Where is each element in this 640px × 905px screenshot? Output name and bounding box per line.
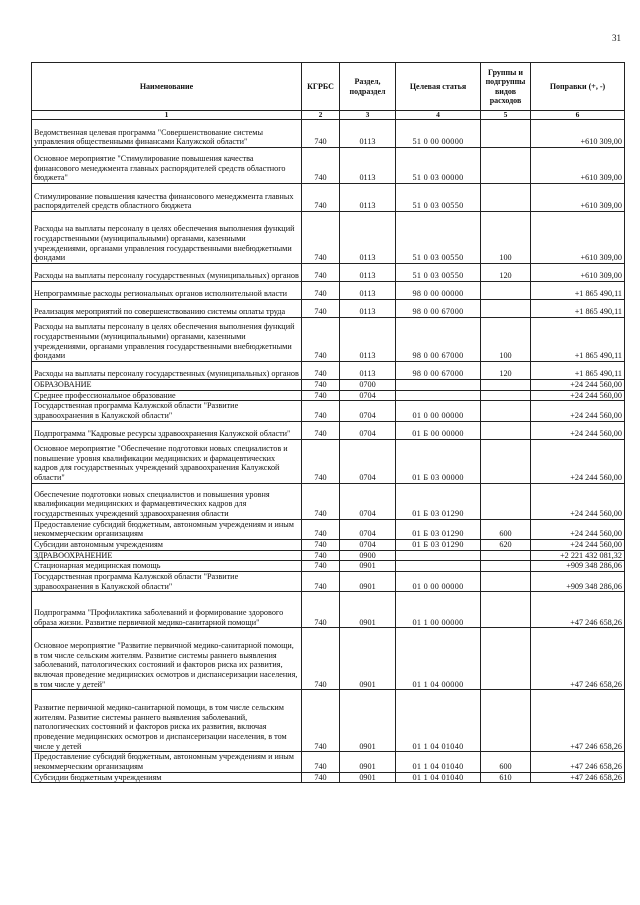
row-kgrbs: 740 <box>302 592 340 628</box>
row-section: 0901 <box>340 690 396 752</box>
row-target-article: 01 1 00 00000 <box>396 592 481 628</box>
table-row <box>32 318 625 362</box>
row-amendment: +909 348 286,06 <box>531 572 625 592</box>
table-row <box>32 483 625 519</box>
row-amendment: +24 244 560,00 <box>531 401 625 421</box>
row-expense-group <box>481 439 531 483</box>
row-section: 0113 <box>340 362 396 380</box>
row-name: Ведомственная целевая программа "Совершенствование системы управления общественными финансами Калужской области" <box>32 120 302 148</box>
row-amendment: +1 865 490,11 <box>531 362 625 380</box>
header-kgrbs: КГРБС <box>302 63 340 111</box>
row-target-article: 51 0 03 00550 <box>396 184 481 212</box>
row-target-article <box>396 561 481 572</box>
table-row <box>32 752 625 772</box>
row-kgrbs: 740 <box>302 184 340 212</box>
row-name: Стимулирование повышения качества финансового менеджмента главных распорядителей средств областного бюджета <box>32 184 302 212</box>
row-target-article: 01 1 04 01040 <box>396 690 481 752</box>
row-kgrbs: 740 <box>302 362 340 380</box>
row-amendment: +1 865 490,11 <box>531 318 625 362</box>
table-row <box>32 592 625 628</box>
row-amendment: +610 309,00 <box>531 148 625 184</box>
table-row <box>32 772 625 783</box>
row-target-article: 01 0 00 00000 <box>396 401 481 421</box>
row-kgrbs: 740 <box>302 300 340 318</box>
row-kgrbs: 740 <box>302 148 340 184</box>
row-amendment: +1 865 490,11 <box>531 282 625 300</box>
row-expense-group <box>481 690 531 752</box>
row-expense-group <box>481 148 531 184</box>
row-expense-group <box>481 561 531 572</box>
row-section: 0113 <box>340 300 396 318</box>
row-amendment: +610 309,00 <box>531 184 625 212</box>
row-kgrbs: 740 <box>302 519 340 539</box>
row-kgrbs: 740 <box>302 380 340 391</box>
row-target-article: 98 0 00 67000 <box>396 318 481 362</box>
row-section: 0704 <box>340 540 396 551</box>
row-expense-group <box>481 184 531 212</box>
row-section: 0704 <box>340 401 396 421</box>
table-row <box>32 148 625 184</box>
row-kgrbs: 740 <box>302 628 340 690</box>
row-target-article: 01 0 00 00000 <box>396 572 481 592</box>
row-expense-group: 100 <box>481 212 531 264</box>
row-expense-group <box>481 401 531 421</box>
row-expense-group: 610 <box>481 772 531 783</box>
row-expense-group <box>481 282 531 300</box>
row-section: 0113 <box>340 318 396 362</box>
row-expense-group <box>481 483 531 519</box>
row-section: 0113 <box>340 148 396 184</box>
row-amendment: +24 244 560,00 <box>531 390 625 401</box>
row-amendment: +610 309,00 <box>531 264 625 282</box>
table-row <box>32 380 625 391</box>
row-amendment: +24 244 560,00 <box>531 439 625 483</box>
table-row <box>32 561 625 572</box>
row-name: Государственная программа Калужской области "Развитие здравоохранения в Калужской области" <box>32 401 302 421</box>
header-expense-group: Группы и подгруппы видов расходов <box>481 63 531 111</box>
row-kgrbs: 740 <box>302 390 340 401</box>
row-section: 0704 <box>340 421 396 439</box>
row-expense-group: 120 <box>481 264 531 282</box>
row-target-article: 01 Б 03 01290 <box>396 540 481 551</box>
row-expense-group <box>481 592 531 628</box>
table-header-row <box>32 63 625 111</box>
row-section: 0113 <box>340 120 396 148</box>
table-row <box>32 421 625 439</box>
row-target-article: 98 0 00 67000 <box>396 362 481 380</box>
row-name: Подпрограмма "Кадровые ресурсы здравоохранения Калужской области" <box>32 421 302 439</box>
row-section: 0901 <box>340 752 396 772</box>
column-number: 3 <box>340 111 396 120</box>
row-name: Расходы на выплаты персоналу в целях обеспечения выполнения функций государственными (муниципальными) органами, казенными учреждениями, органами управления государственными внебюджетными фондами <box>32 212 302 264</box>
table-row <box>32 120 625 148</box>
row-section: 0704 <box>340 390 396 401</box>
table-row <box>32 282 625 300</box>
row-name: Реализация мероприятий по совершенствованию системы оплаты труда <box>32 300 302 318</box>
row-name: Основное мероприятие "Стимулирование повышения качества финансового менеджмента главных распорядителей средств областного бюджета" <box>32 148 302 184</box>
row-name: Расходы на выплаты персоналу государственных (муниципальных) органов <box>32 264 302 282</box>
row-name: Стационарная медицинская помощь <box>32 561 302 572</box>
row-kgrbs: 740 <box>302 212 340 264</box>
row-target-article <box>396 380 481 391</box>
row-amendment: +24 244 560,00 <box>531 421 625 439</box>
row-expense-group <box>481 550 531 561</box>
row-target-article: 98 0 00 67000 <box>396 300 481 318</box>
header-name: Наименование <box>32 63 302 111</box>
table-row <box>32 184 625 212</box>
table-row <box>32 300 625 318</box>
row-kgrbs: 740 <box>302 550 340 561</box>
row-kgrbs: 740 <box>302 483 340 519</box>
row-name: Развитие первичной медико-санитарной помощи, в том числе сельским жителям. Развитие системы раннего выявления заболеваний, патологических состояний и факторов риска их развития, включая проведение медицинских осмотров и диспансеризации населения, в том числе у детей <box>32 690 302 752</box>
row-amendment: +24 244 560,00 <box>531 380 625 391</box>
row-kgrbs: 740 <box>302 282 340 300</box>
row-target-article <box>396 550 481 561</box>
row-kgrbs: 740 <box>302 439 340 483</box>
row-name: Субсидии бюджетным учреждениям <box>32 772 302 783</box>
row-kgrbs: 740 <box>302 772 340 783</box>
row-expense-group <box>481 390 531 401</box>
row-kgrbs: 740 <box>302 421 340 439</box>
row-name: Расходы на выплаты персоналу государственных (муниципальных) органов <box>32 362 302 380</box>
row-expense-group: 620 <box>481 540 531 551</box>
row-expense-group <box>481 120 531 148</box>
row-kgrbs: 740 <box>302 752 340 772</box>
table-row <box>32 690 625 752</box>
row-name: Предоставление субсидий бюджетным, автономным учреждениям и иным некоммерческим организациям <box>32 519 302 539</box>
row-target-article: 98 0 00 00000 <box>396 282 481 300</box>
row-kgrbs: 740 <box>302 318 340 362</box>
row-name: Государственная программа Калужской области "Развитие здравоохранения в Калужской области" <box>32 572 302 592</box>
row-name: Основное мероприятие "Обеспечение подготовки новых специалистов и повышение уровня квалификации медицинских и фармацевтических кадров для государственных учреждений здравоохранения Калужской области" <box>32 439 302 483</box>
row-amendment: +24 244 560,00 <box>531 519 625 539</box>
row-target-article: 51 0 03 00550 <box>396 212 481 264</box>
row-amendment: +909 348 286,06 <box>531 561 625 572</box>
row-name: Непрограммные расходы региональных органов исполнительной власти <box>32 282 302 300</box>
column-number: 4 <box>396 111 481 120</box>
table-row <box>32 572 625 592</box>
row-amendment: +47 246 658,26 <box>531 752 625 772</box>
row-name: ОБРАЗОВАНИЕ <box>32 380 302 391</box>
row-target-article: 01 Б 03 01290 <box>396 519 481 539</box>
header-amendment: Поправки (+, -) <box>531 63 625 111</box>
row-amendment: +47 246 658,26 <box>531 628 625 690</box>
row-kgrbs: 740 <box>302 540 340 551</box>
header-section: Раздел, подраздел <box>340 63 396 111</box>
row-target-article: 01 Б 00 00000 <box>396 421 481 439</box>
row-target-article: 01 1 04 01040 <box>396 752 481 772</box>
row-amendment: +47 246 658,26 <box>531 772 625 783</box>
column-number: 5 <box>481 111 531 120</box>
row-target-article: 01 1 04 01040 <box>396 772 481 783</box>
row-kgrbs: 740 <box>302 690 340 752</box>
row-target-article: 01 Б 03 01290 <box>396 483 481 519</box>
row-expense-group: 600 <box>481 519 531 539</box>
row-amendment: +47 246 658,26 <box>531 690 625 752</box>
table-row <box>32 212 625 264</box>
row-amendment: +2 221 432 081,32 <box>531 550 625 561</box>
column-number: 1 <box>32 111 302 120</box>
row-section: 0901 <box>340 772 396 783</box>
row-section: 0704 <box>340 439 396 483</box>
row-expense-group <box>481 628 531 690</box>
row-expense-group: 100 <box>481 318 531 362</box>
table-row <box>32 519 625 539</box>
row-expense-group <box>481 380 531 391</box>
row-section: 0113 <box>340 282 396 300</box>
row-section: 0700 <box>340 380 396 391</box>
row-amendment: +24 244 560,00 <box>531 540 625 551</box>
table-row <box>32 390 625 401</box>
row-section: 0901 <box>340 592 396 628</box>
row-target-article: 51 0 00 00000 <box>396 120 481 148</box>
row-section: 0901 <box>340 572 396 592</box>
row-section: 0900 <box>340 550 396 561</box>
row-expense-group <box>481 421 531 439</box>
table-row <box>32 362 625 380</box>
row-kgrbs: 740 <box>302 572 340 592</box>
row-expense-group <box>481 300 531 318</box>
table-row <box>32 540 625 551</box>
row-section: 0113 <box>340 264 396 282</box>
row-amendment: +1 865 490,11 <box>531 300 625 318</box>
header-target-article: Целевая статья <box>396 63 481 111</box>
column-number-row <box>32 111 625 120</box>
row-target-article: 51 0 03 00000 <box>396 148 481 184</box>
table-row <box>32 264 625 282</box>
row-amendment: +610 309,00 <box>531 212 625 264</box>
table-row <box>32 550 625 561</box>
row-kgrbs: 740 <box>302 264 340 282</box>
row-target-article: 01 Б 03 00000 <box>396 439 481 483</box>
row-name: Расходы на выплаты персоналу в целях обеспечения выполнения функций государственными (муниципальными) органами, казенными учреждениями, органами управления государственными внебюджетными фондами <box>32 318 302 362</box>
row-kgrbs: 740 <box>302 120 340 148</box>
row-section: 0113 <box>340 184 396 212</box>
column-number: 6 <box>531 111 625 120</box>
row-section: 0901 <box>340 561 396 572</box>
row-target-article: 51 0 03 00550 <box>396 264 481 282</box>
row-amendment: +47 246 658,26 <box>531 592 625 628</box>
row-name: ЗДРАВООХРАНЕНИЕ <box>32 550 302 561</box>
column-number: 2 <box>302 111 340 120</box>
row-name: Обеспечение подготовки новых специалистов и повышения уровня квалификации медицинских и фармацевтических кадров для государственных учреждений здравоохранения области <box>32 483 302 519</box>
table-row <box>32 628 625 690</box>
row-name: Предоставление субсидий бюджетным, автономным учреждениям и иным некоммерческим организациям <box>32 752 302 772</box>
row-name: Основное мероприятие "Развитие первичной медико-санитарной помощи, в том числе сельским жителям. Развитие системы раннего выявления заболеваний, патологических состояний и факторов риска их развития, включая проведение медицинских осмотров и диспансеризации населения, в том числе у детей" <box>32 628 302 690</box>
row-target-article <box>396 390 481 401</box>
table-body <box>32 120 625 783</box>
row-amendment: +610 309,00 <box>531 120 625 148</box>
row-expense-group: 120 <box>481 362 531 380</box>
budget-amendments-table <box>31 62 625 783</box>
row-name: Среднее профессиональное образование <box>32 390 302 401</box>
row-expense-group: 600 <box>481 752 531 772</box>
page-number: 31 <box>612 33 621 43</box>
row-kgrbs: 740 <box>302 561 340 572</box>
row-amendment: +24 244 560,00 <box>531 483 625 519</box>
row-name: Субсидии автономным учреждениям <box>32 540 302 551</box>
table-row <box>32 401 625 421</box>
row-section: 0704 <box>340 483 396 519</box>
row-section: 0901 <box>340 628 396 690</box>
row-expense-group <box>481 572 531 592</box>
row-name: Подпрограмма "Профилактика заболеваний и формирование здорового образа жизни. Развитие первичной медико-санитарной помощи" <box>32 592 302 628</box>
row-target-article: 01 1 04 00000 <box>396 628 481 690</box>
row-section: 0704 <box>340 519 396 539</box>
row-kgrbs: 740 <box>302 401 340 421</box>
table-row <box>32 439 625 483</box>
row-section: 0113 <box>340 212 396 264</box>
